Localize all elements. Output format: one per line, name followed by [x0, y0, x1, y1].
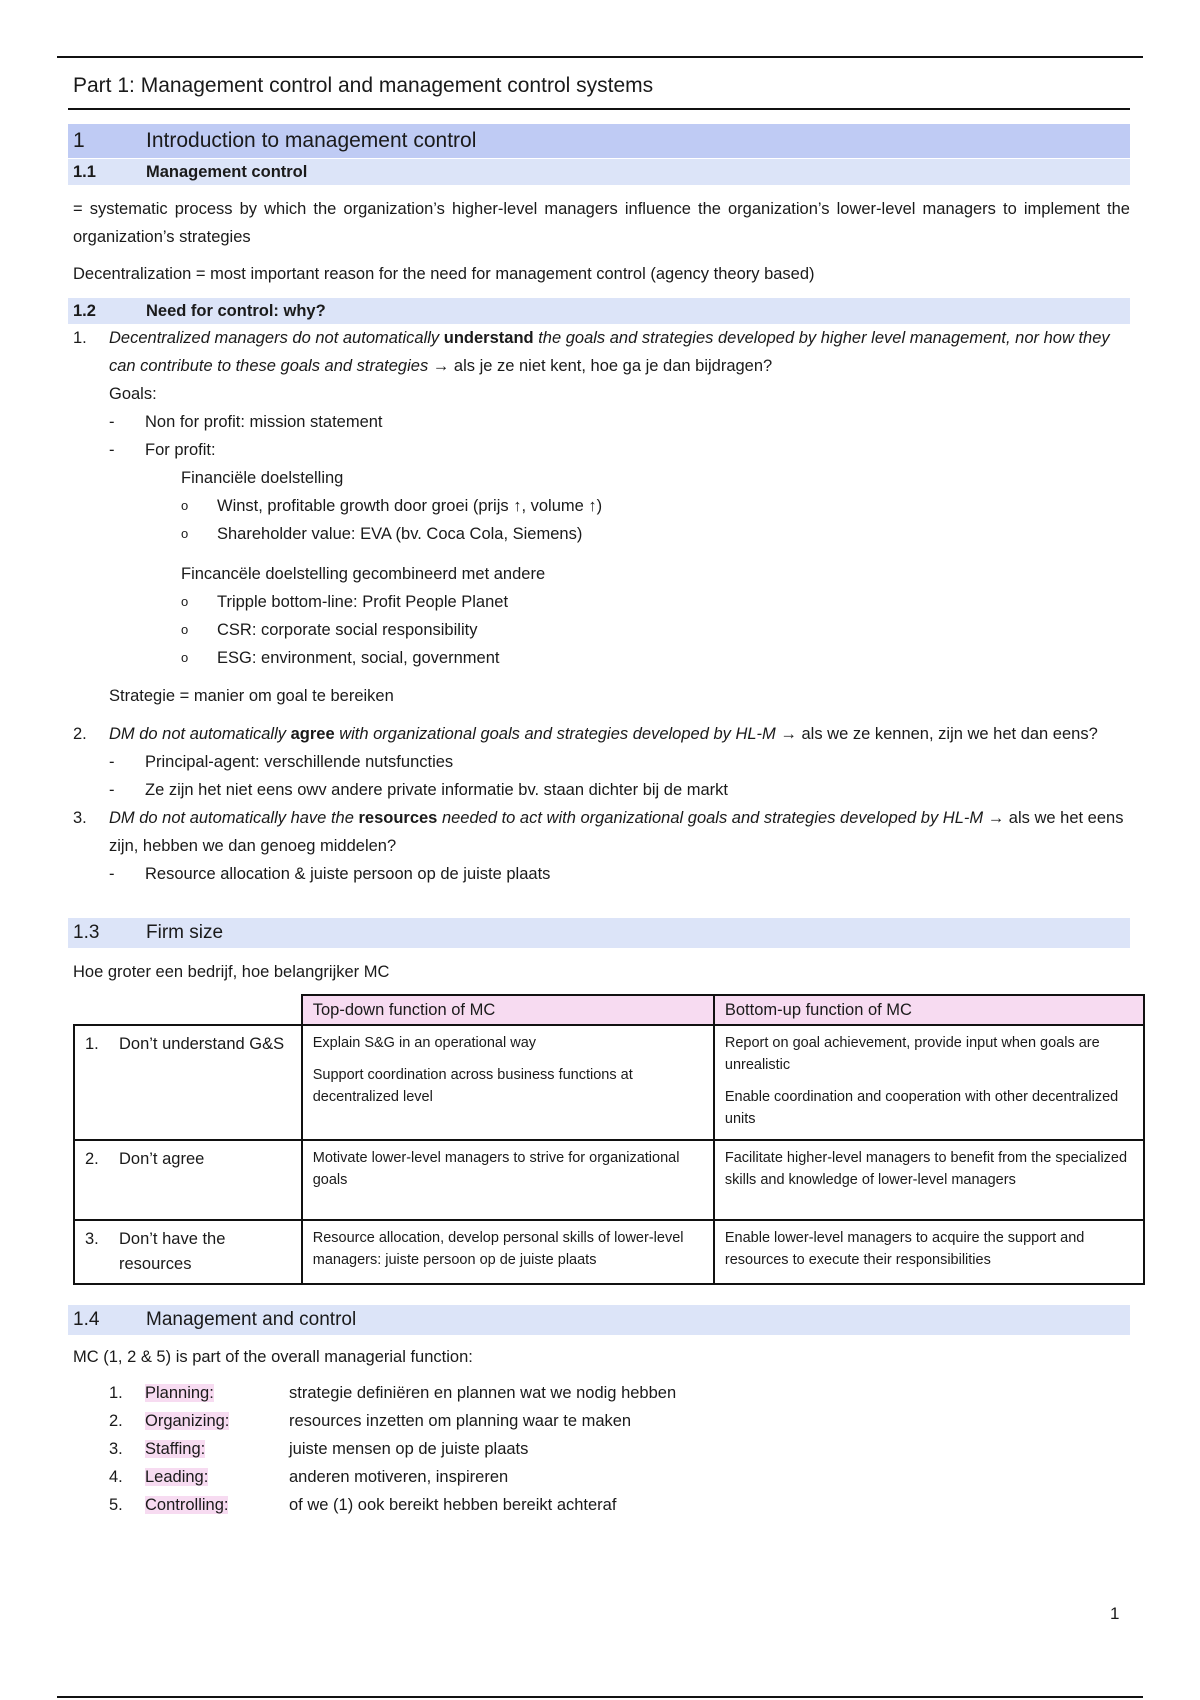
top-down-cell	[302, 1025, 714, 1140]
arrow-icon: →	[428, 357, 454, 375]
item-note: als je ze niet kent, hoe ga je dan bijdragen?	[453, 357, 773, 375]
need-item-2	[73, 720, 1130, 748]
top-rule	[57, 56, 1143, 58]
firm-size-intro: Hoe groter een bedrijf, hoe belangrijker MC	[73, 963, 390, 981]
combined-goal-item	[73, 588, 1130, 616]
section-number: 1.1	[73, 162, 96, 181]
top-down-cell	[302, 1220, 714, 1284]
row-label	[74, 1220, 302, 1284]
column-header-top-down: Top-down function of MC	[302, 995, 714, 1025]
row-label-text: Don’t understand G&S	[119, 1035, 285, 1053]
section-title: Management control	[146, 162, 308, 181]
list-marker: 2.	[109, 1412, 123, 1430]
bottom-up-cell	[714, 1220, 1144, 1284]
mc-function-table	[73, 994, 1145, 1285]
row-number: 1.	[85, 1035, 99, 1053]
item-text: the goals and strategies developed by higher level management, nor how they can contribute to these goals and strategies	[109, 329, 1110, 375]
arrow-icon: →	[775, 725, 802, 743]
decentralization-paragraph: Decentralization = most important reason for the need for management control (agency theory based)	[73, 265, 815, 283]
management-intro: MC (1, 2 & 5) is part of the overall managerial function:	[73, 1348, 473, 1366]
bottom-up-cell	[714, 1025, 1144, 1140]
row-label	[74, 1025, 302, 1140]
section-title: Need for control: why?	[146, 301, 326, 320]
item-keyword: resources	[358, 809, 438, 827]
arrow-icon: →	[983, 809, 1009, 827]
row-number: 3.	[85, 1230, 99, 1248]
list-marker: 1.	[109, 1384, 123, 1402]
managerial-function-item	[109, 1435, 1130, 1463]
cell-text: Support coordination across business functions at decentralized level	[312, 1067, 633, 1105]
agree-sub-item	[73, 776, 1130, 804]
item-text: with organizational goals and strategies developed by HL-M	[334, 725, 776, 743]
list-item: For profit:	[145, 441, 216, 459]
section-heading-1-3	[68, 918, 1130, 948]
list-item: Non for profit: mission statement	[145, 413, 383, 431]
list-item: Winst, profitable growth door groei (prijs ↑, volume ↑)	[217, 497, 603, 515]
goal-nonprofit	[73, 408, 1130, 436]
financial-goal-item	[73, 492, 1130, 520]
top-down-cell	[302, 1140, 714, 1220]
cell-text: Motivate lower-level managers to strive for organizational goals	[312, 1150, 680, 1188]
bottom-up-cell	[714, 1140, 1144, 1220]
circle-bullet-icon: o	[181, 622, 189, 637]
circle-bullet-icon: o	[181, 498, 189, 513]
dash-marker: -	[109, 781, 115, 799]
item-keyword: understand	[443, 329, 534, 347]
combined-goal-item	[73, 616, 1130, 644]
managerial-function-item	[109, 1379, 1130, 1407]
function-description: of we (1) ook bereikt hebben bereikt achteraf	[289, 1496, 617, 1514]
chapter-number: 1	[73, 129, 85, 152]
row-number: 2.	[85, 1150, 99, 1168]
item-note: als we het eens zijn, hebben we dan genoeg middelen?	[109, 809, 1124, 855]
cell-text: Enable coordination and cooperation with other decentralized units	[724, 1089, 1119, 1127]
table-row	[74, 1140, 1144, 1220]
agree-sub-item	[73, 748, 1130, 776]
list-item: Principal-agent: verschillende nutsfuncties	[145, 753, 454, 771]
section-number: 1.2	[73, 301, 96, 320]
chapter-heading	[68, 124, 1130, 158]
managerial-function-item	[109, 1491, 1130, 1519]
list-marker: 5.	[109, 1496, 123, 1514]
circle-bullet-icon: o	[181, 594, 189, 609]
item-text: DM do not automatically have the	[109, 809, 359, 827]
list-marker: 1.	[73, 329, 87, 347]
function-name: Organizing:	[145, 1412, 230, 1430]
row-label-text: Don’t have the resources	[119, 1230, 226, 1273]
combined-goal-label: Fincancële doelstelling gecombineerd met andere	[181, 565, 546, 583]
goals-label: Goals:	[109, 385, 157, 403]
part-title-rule	[68, 108, 1130, 110]
table-header-row	[74, 995, 1144, 1025]
content	[73, 124, 1130, 1519]
financial-goal-item	[73, 520, 1130, 548]
function-name: Staffing:	[145, 1440, 206, 1458]
definition-paragraph: = systematic process by which the organization’s higher-level managers influence the organization’s lower-level managers to implement the organization’s strategies	[73, 200, 1130, 246]
item-text: Decentralized managers do not automatically	[109, 329, 444, 347]
financial-goal-label: Financiële doelstelling	[181, 469, 344, 487]
cell-text: Resource allocation, develop personal skills of lower-level managers: juiste persoon op de juiste plaats	[312, 1230, 684, 1268]
cell-text: Facilitate higher-level managers to benefit from the specialized skills and knowledge of lower-level managers	[724, 1150, 1128, 1188]
section-number: 1.3	[73, 922, 100, 943]
list-item: Resource allocation & juiste persoon op de juiste plaats	[145, 865, 551, 883]
dash-marker: -	[109, 753, 115, 771]
list-marker: 3.	[73, 809, 87, 827]
table-corner	[74, 995, 302, 1025]
list-item: Ze zijn het niet eens owv andere private informatie bv. staan dichter bij de markt	[145, 781, 728, 799]
circle-bullet-icon: o	[181, 650, 189, 665]
function-name: Planning:	[145, 1384, 214, 1402]
list-item: Tripple bottom-line: Profit People Planet	[217, 593, 509, 611]
row-label	[74, 1140, 302, 1220]
list-marker: 2.	[73, 725, 87, 743]
column-header-bottom-up: Bottom-up function of MC	[714, 995, 1144, 1025]
list-marker: 3.	[109, 1440, 123, 1458]
item-text: needed to act with organizational goals and strategies developed by HL-M	[437, 809, 984, 827]
section-title: Management and control	[146, 1309, 357, 1330]
item-note: als we ze kennen, zijn we het dan eens?	[801, 725, 1098, 743]
section-heading-1-4	[68, 1305, 1130, 1335]
bottom-rule	[57, 1696, 1143, 1698]
need-item-3	[73, 804, 1130, 860]
goal-forprofit	[73, 436, 1130, 464]
list-marker: 4.	[109, 1468, 123, 1486]
section-heading-1-2	[68, 298, 1130, 324]
item-text: DM do not automatically	[109, 725, 291, 743]
circle-bullet-icon: o	[181, 526, 189, 541]
item-keyword: agree	[290, 725, 335, 743]
managerial-function-item	[109, 1463, 1130, 1491]
managerial-functions-list	[73, 1379, 1130, 1519]
function-description: anderen motiveren, inspireren	[289, 1468, 509, 1486]
need-item-1	[73, 324, 1130, 380]
table-row	[74, 1025, 1144, 1140]
section-number: 1.4	[73, 1309, 100, 1330]
function-description: resources inzetten om planning waar te maken	[289, 1412, 632, 1430]
cell-text: Explain S&G in an operational way	[312, 1035, 537, 1051]
function-name: Leading:	[145, 1468, 209, 1486]
function-description: strategie definiëren en plannen wat we nodig hebben	[289, 1384, 677, 1402]
strategy-definition: Strategie = manier om goal te bereiken	[109, 687, 394, 705]
section-heading-1-1	[68, 159, 1130, 185]
chapter-title: Introduction to management control	[146, 129, 477, 152]
resources-sub-item	[73, 860, 1130, 888]
function-name: Controlling:	[145, 1496, 229, 1514]
page-number: 1	[1110, 1604, 1120, 1623]
list-item: CSR: corporate social responsibility	[217, 621, 478, 639]
list-item: ESG: environment, social, government	[217, 649, 500, 667]
row-label-text: Don’t agree	[119, 1150, 205, 1168]
dash-marker: -	[109, 413, 115, 431]
list-item: Shareholder value: EVA (bv. Coca Cola, Siemens)	[217, 525, 583, 543]
function-description: juiste mensen op de juiste plaats	[289, 1440, 529, 1458]
table-row	[74, 1220, 1144, 1284]
combined-goal-item	[73, 644, 1130, 672]
section-title: Firm size	[146, 922, 224, 943]
dash-marker: -	[109, 441, 115, 459]
cell-text: Enable lower-level managers to acquire the support and resources to execute their responsibilities	[724, 1230, 1085, 1268]
cell-text: Report on goal achievement, provide input when goals are unrealistic	[724, 1035, 1100, 1073]
dash-marker: -	[109, 865, 115, 883]
part-title: Part 1: Management control and management control systems	[73, 74, 654, 97]
managerial-function-item	[109, 1407, 1130, 1435]
